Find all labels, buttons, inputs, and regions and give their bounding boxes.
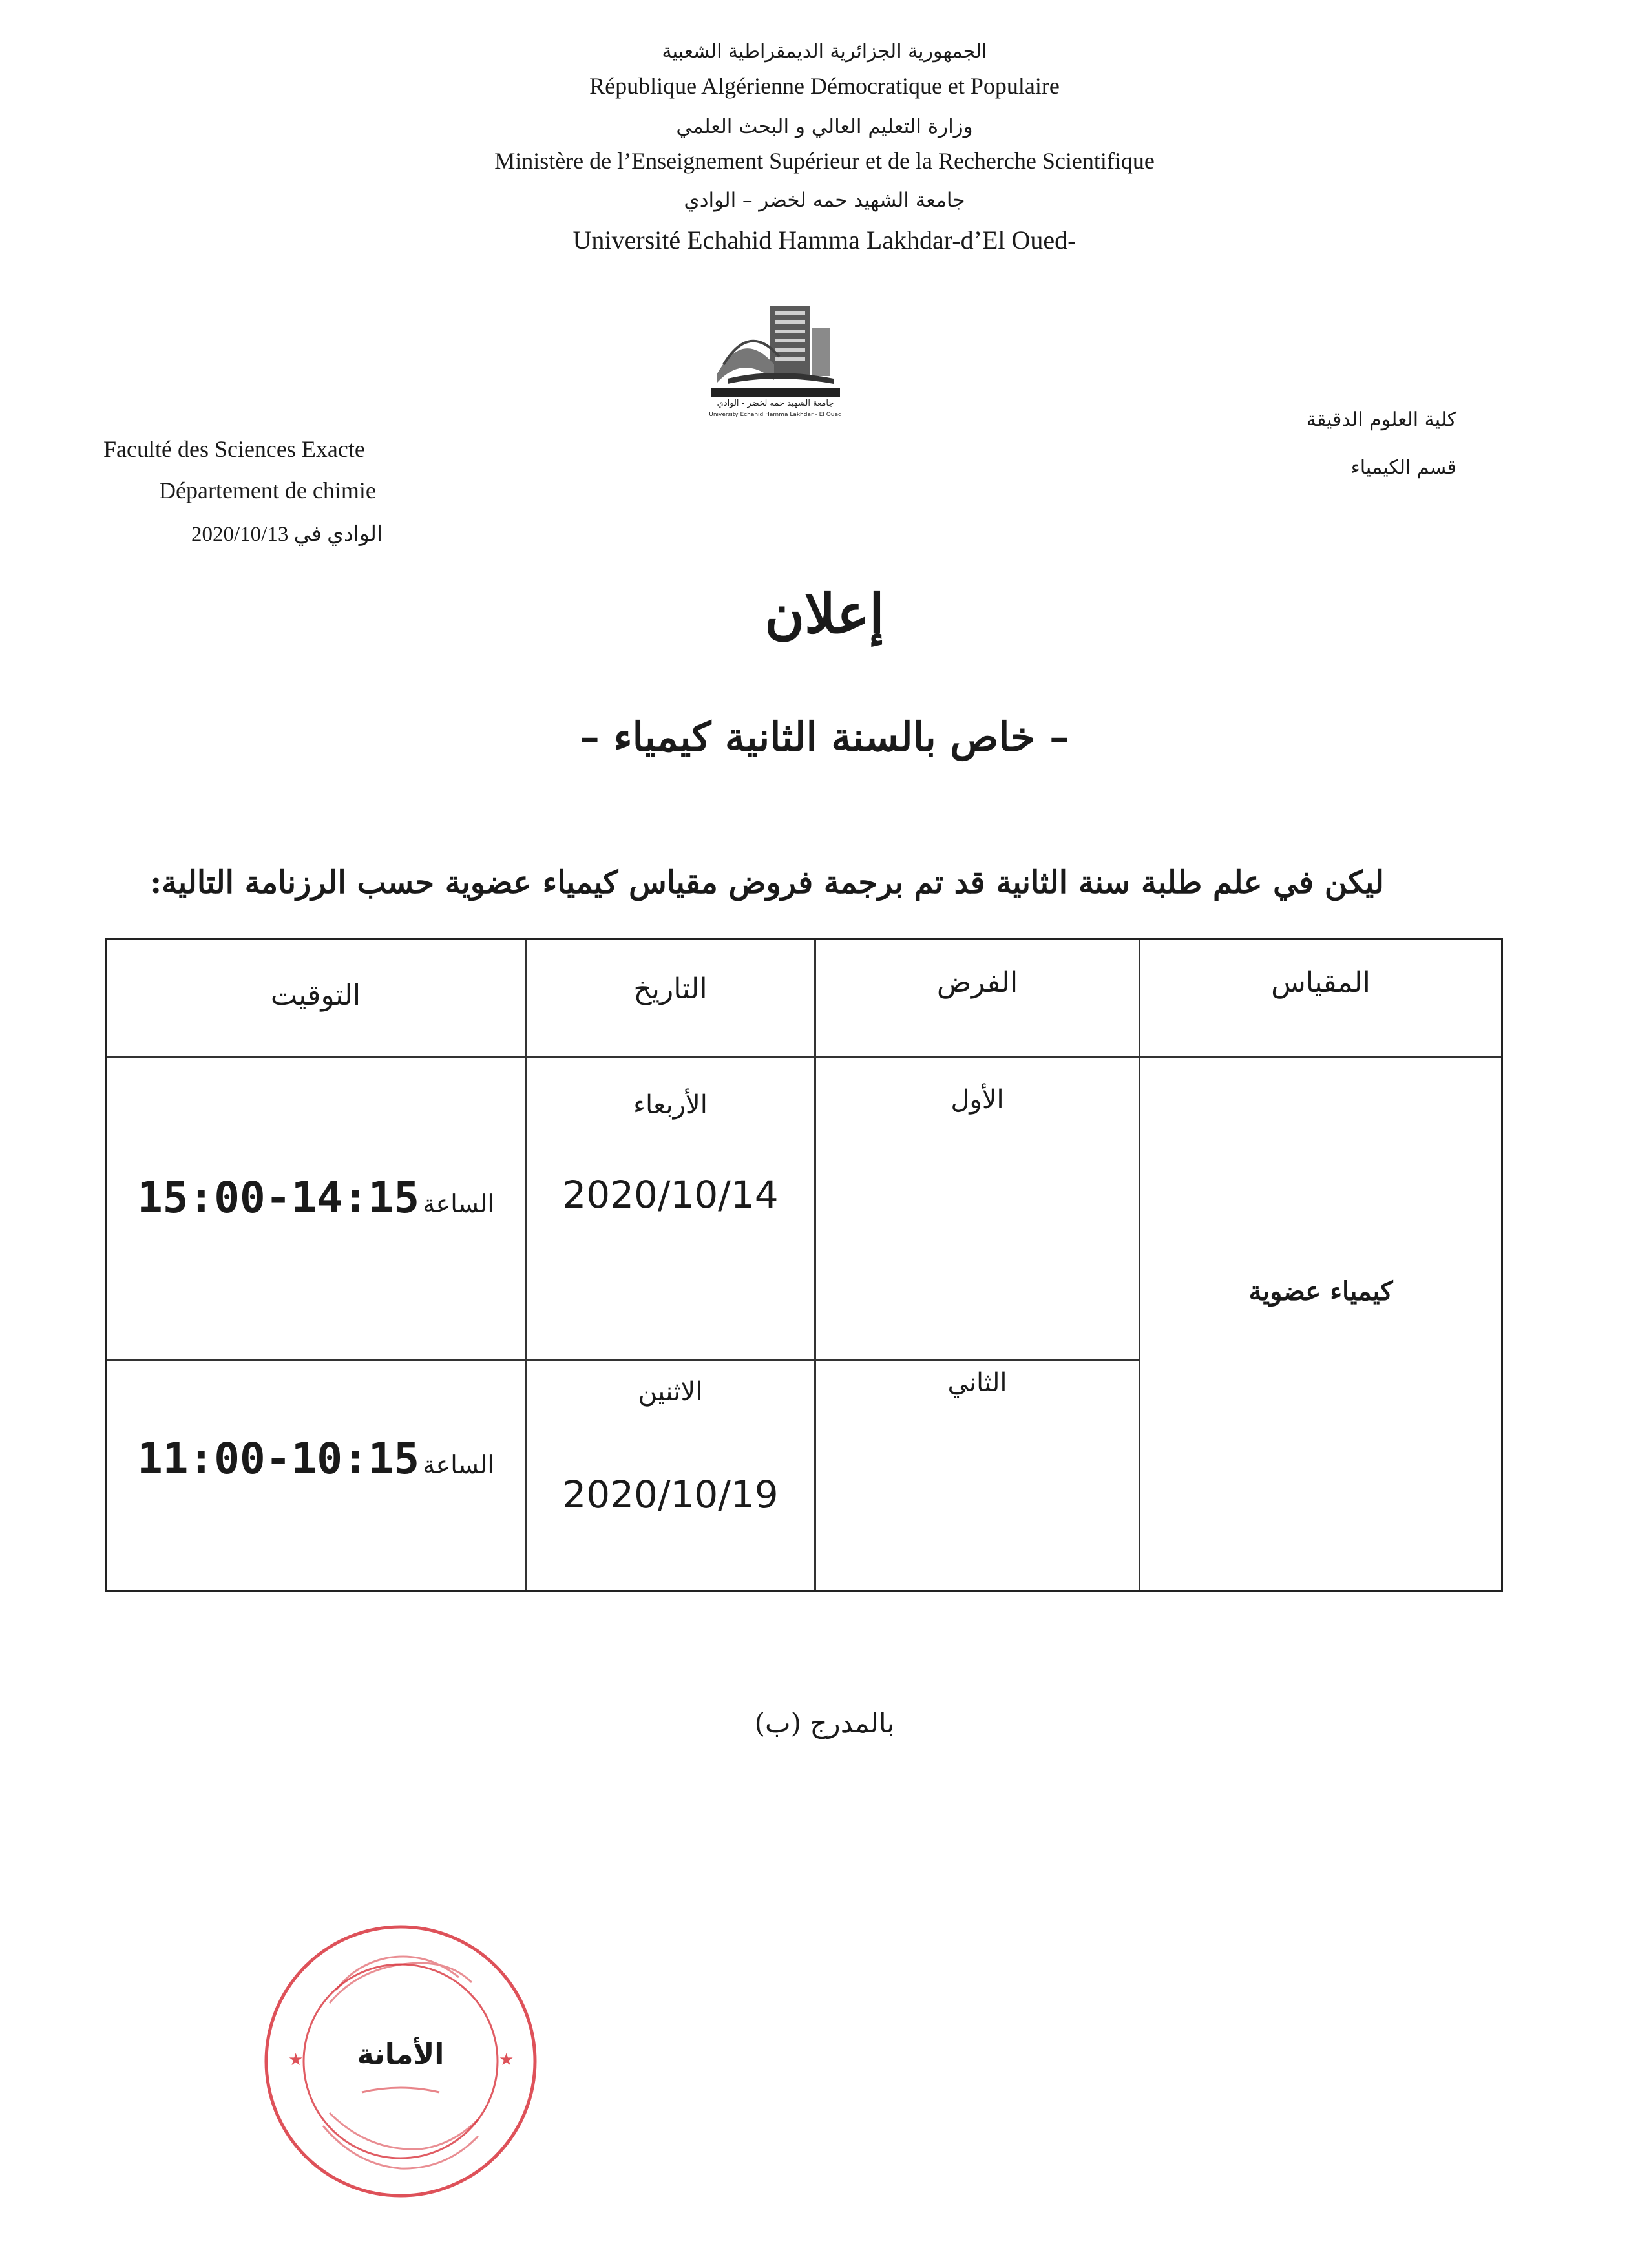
row2-day: الاثنين: [638, 1377, 703, 1407]
header-republic-ar: الجمهورية الجزائرية الديمقراطية الشعبية: [662, 40, 987, 63]
faculty-name-ar: كلية العلوم الدقيقة: [1306, 408, 1456, 431]
date-prefix: الوادي في: [293, 523, 383, 546]
row1-time: 15:00-14:15: [137, 1173, 420, 1223]
header-ministry-fr: Ministère de l’Enseignement Supérieur et de la Recherche Scientifique: [494, 148, 1155, 174]
faculty-name-fr: Faculté des Sciences Exacte: [103, 436, 365, 462]
logo-text-fr: University Echahid Hamma Lakhdar - El Oued: [709, 412, 842, 418]
row1-hour-prefix: الساعة: [423, 1190, 494, 1218]
module-name: كيمياء عضوية: [1248, 1276, 1393, 1307]
row2-date: 2020/10/19: [562, 1473, 779, 1517]
university-logo: [698, 302, 853, 419]
department-name-fr: Département de chimie: [159, 478, 376, 503]
header-test: الفرض: [936, 966, 1018, 999]
header-module: المقياس: [1271, 966, 1371, 999]
header-date: التاريخ: [633, 972, 708, 1005]
row2-time: 11:00-10:15: [137, 1434, 420, 1484]
row1-time-cell: [107, 1173, 525, 1223]
header-university-fr: Université Echahid Hamma Lakhdar-d’El Oued-: [572, 226, 1077, 255]
row2-time-cell: [107, 1434, 525, 1484]
page-title: إعلان: [764, 582, 885, 646]
department-name-ar: قسم الكيمياء: [1350, 456, 1456, 479]
svg-text:★: ★: [288, 2050, 304, 2070]
row1-day: الأربعاء: [633, 1090, 708, 1120]
issue-date-line: [191, 521, 383, 547]
logo-text-ar: جامعة الشهيد حمه لخضر - الوادي: [717, 399, 834, 408]
row1-test: الأول: [951, 1085, 1004, 1115]
intro-paragraph: ليكن في علم طلبة سنة الثانية قد تم برجمة فروض مقياس كيمياء عضوية حسب الرزنامة التالية:: [150, 865, 1384, 901]
header-time: التوقيت: [270, 979, 361, 1012]
page-subtitle: – خاص بالسنة الثانية كيمياء –: [579, 713, 1070, 761]
stamp-center-text: الأمانة: [357, 2038, 445, 2071]
row1-date: 2020/10/14: [562, 1173, 779, 1217]
header-university-ar: جامعة الشهيد حمه لخضر – الوادي: [684, 189, 965, 212]
svg-text:★: ★: [499, 2050, 514, 2070]
issue-date: 2020/10/13: [191, 523, 289, 546]
official-stamp: [258, 1919, 543, 2203]
row2-hour-prefix: الساعة: [423, 1451, 494, 1479]
exam-schedule-table: [105, 938, 1503, 1592]
exam-location: بالمدرج (ب): [754, 1707, 895, 1739]
header-ministry-ar: وزارة التعليم العالي و البحث العلمي: [676, 115, 973, 138]
row2-test: الثاني: [947, 1368, 1007, 1398]
header-republic-fr: République Algérienne Démocratique et Populaire: [589, 73, 1060, 99]
